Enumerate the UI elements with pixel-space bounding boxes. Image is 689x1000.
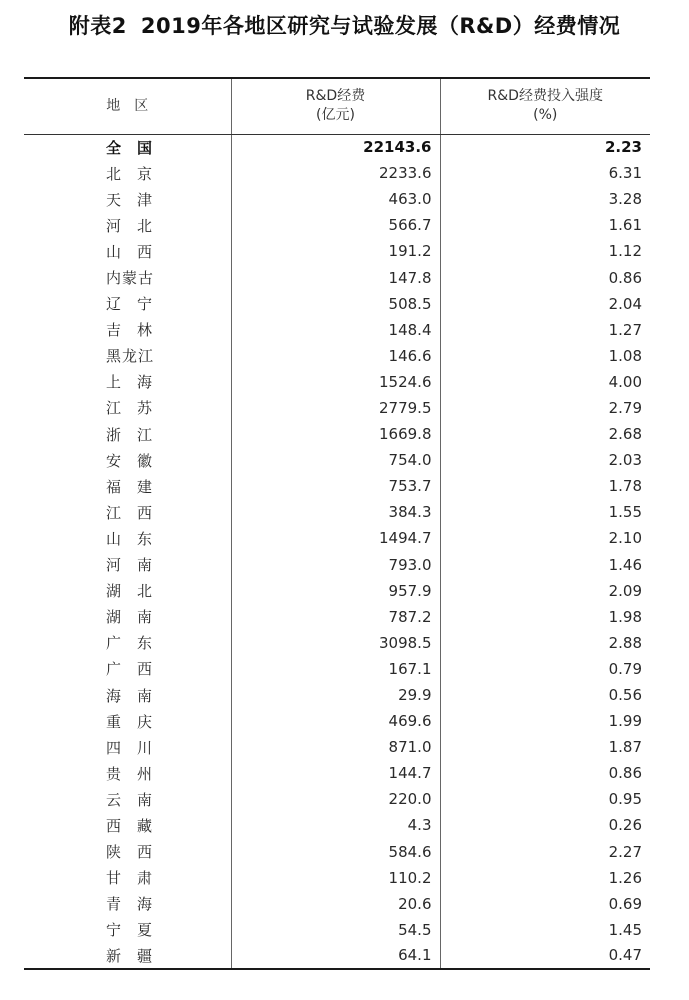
table-row (24, 343, 650, 369)
intensity-cell: 2.27 (440, 839, 650, 865)
expenditure-cell: 54.5 (231, 917, 440, 943)
region-cell (24, 760, 231, 786)
region-name: 宁 夏 (106, 921, 154, 940)
region-cell (24, 604, 231, 630)
region-name: 湖 南 (106, 608, 154, 627)
intensity-cell: 2.68 (440, 421, 650, 447)
region-cell (24, 839, 231, 865)
table-row (24, 891, 650, 917)
expenditure-cell: 754.0 (231, 447, 440, 473)
region-cell (24, 525, 231, 551)
intensity-cell: 1.78 (440, 473, 650, 499)
region-cell (24, 395, 231, 421)
table-row (24, 395, 650, 421)
table-header (24, 78, 650, 134)
expenditure-cell: 110.2 (231, 865, 440, 891)
region-name: 辽 宁 (106, 295, 154, 314)
region-name: 重 庆 (106, 712, 154, 731)
expenditure-cell: 191.2 (231, 238, 440, 264)
region-name: 西 藏 (106, 816, 154, 835)
expenditure-cell: 753.7 (231, 473, 440, 499)
table-row (24, 656, 650, 682)
intensity-cell: 3.28 (440, 186, 650, 212)
region-name: 四 川 (106, 738, 154, 757)
region-cell (24, 291, 231, 317)
region-name: 湖 北 (106, 582, 154, 601)
table-row (24, 604, 650, 630)
expenditure-cell: 167.1 (231, 656, 440, 682)
region-cell (24, 317, 231, 343)
region-name: 陕 西 (106, 843, 154, 862)
table-row (24, 734, 650, 760)
region-cell (24, 447, 231, 473)
expenditure-cell: 2779.5 (231, 395, 440, 421)
region-name: 浙 江 (106, 425, 154, 444)
region-name: 广 西 (106, 660, 154, 679)
region-cell (24, 630, 231, 656)
region-cell (24, 943, 231, 969)
table-row (24, 447, 650, 473)
expenditure-cell: 1669.8 (231, 421, 440, 447)
region-cell (24, 160, 231, 186)
expenditure-cell: 220.0 (231, 786, 440, 812)
region-cell (24, 212, 231, 238)
region-name: 贵 州 (106, 764, 154, 783)
region-name: 黑龙江 (106, 347, 155, 366)
expenditure-cell: 463.0 (231, 186, 440, 212)
region-name: 河 南 (106, 556, 154, 575)
expenditure-cell: 566.7 (231, 212, 440, 238)
region-name: 吉 林 (106, 321, 154, 340)
region-cell (24, 682, 231, 708)
table-row (24, 525, 650, 551)
table-row (24, 473, 650, 499)
region-name: 广 东 (106, 634, 154, 653)
region-name: 江 苏 (106, 399, 154, 418)
intensity-cell: 1.45 (440, 917, 650, 943)
region-name: 云 南 (106, 790, 154, 809)
region-name: 青 海 (106, 895, 154, 914)
intensity-cell: 0.69 (440, 891, 650, 917)
intensity-cell: 2.10 (440, 525, 650, 551)
intensity-cell: 2.09 (440, 578, 650, 604)
expenditure-cell: 384.3 (231, 499, 440, 525)
region-cell (24, 369, 231, 395)
region-cell (24, 134, 231, 160)
table-row (24, 865, 650, 891)
region-cell (24, 421, 231, 447)
table-row (24, 708, 650, 734)
table-row (24, 917, 650, 943)
header-row (24, 78, 650, 134)
intensity-cell: 2.88 (440, 630, 650, 656)
table-row (24, 421, 650, 447)
region-name: 北 京 (106, 164, 154, 183)
table-row (24, 369, 650, 395)
table-row (24, 839, 650, 865)
expenditure-cell: 20.6 (231, 891, 440, 917)
table-row (24, 760, 650, 786)
page-title (0, 10, 689, 40)
intensity-cell: 1.08 (440, 343, 650, 369)
intensity-cell: 2.23 (440, 134, 650, 160)
title-prefix: 附表2 (68, 14, 127, 38)
header-expenditure-unit: (亿元) (316, 107, 355, 124)
region-cell (24, 578, 231, 604)
region-name: 山 东 (106, 529, 154, 548)
expenditure-cell: 469.6 (231, 708, 440, 734)
intensity-cell: 0.56 (440, 682, 650, 708)
region-name: 海 南 (106, 686, 154, 705)
intensity-cell: 0.79 (440, 656, 650, 682)
region-cell (24, 552, 231, 578)
header-intensity (440, 78, 650, 134)
expenditure-cell: 793.0 (231, 552, 440, 578)
rd-expenditure-table (24, 77, 650, 970)
expenditure-cell: 1524.6 (231, 369, 440, 395)
expenditure-cell: 871.0 (231, 734, 440, 760)
region-cell (24, 786, 231, 812)
region-name: 新 疆 (106, 946, 154, 965)
expenditure-cell: 1494.7 (231, 525, 440, 551)
intensity-cell: 2.79 (440, 395, 650, 421)
table-body (24, 134, 650, 969)
intensity-cell: 1.87 (440, 734, 650, 760)
table-row-total (24, 134, 650, 160)
intensity-cell: 0.86 (440, 760, 650, 786)
region-cell (24, 473, 231, 499)
table-row (24, 630, 650, 656)
expenditure-cell: 584.6 (231, 839, 440, 865)
expenditure-cell: 3098.5 (231, 630, 440, 656)
region-name: 山 西 (106, 242, 154, 261)
region-cell (24, 734, 231, 760)
table-row (24, 317, 650, 343)
table-row (24, 499, 650, 525)
intensity-cell: 1.26 (440, 865, 650, 891)
intensity-cell: 0.86 (440, 264, 650, 290)
expenditure-cell: 2233.6 (231, 160, 440, 186)
region-name: 全 国 (106, 138, 154, 157)
expenditure-cell: 148.4 (231, 317, 440, 343)
region-name: 安 徽 (106, 451, 154, 470)
intensity-cell: 1.98 (440, 604, 650, 630)
region-cell (24, 343, 231, 369)
header-region-label: 地 区 (106, 97, 149, 114)
intensity-cell: 1.46 (440, 552, 650, 578)
intensity-cell: 1.27 (440, 317, 650, 343)
region-name: 上 海 (106, 373, 154, 392)
intensity-cell: 4.00 (440, 369, 650, 395)
region-cell (24, 891, 231, 917)
region-cell (24, 708, 231, 734)
table-row (24, 264, 650, 290)
table-row (24, 552, 650, 578)
title-text: 2019年各地区研究与试验发展（R&D）经费情况 (140, 14, 621, 38)
region-cell (24, 264, 231, 290)
intensity-cell: 1.55 (440, 499, 650, 525)
expenditure-cell: 787.2 (231, 604, 440, 630)
region-name: 内蒙古 (106, 269, 155, 288)
intensity-cell: 1.99 (440, 708, 650, 734)
table-row (24, 682, 650, 708)
intensity-cell: 1.61 (440, 212, 650, 238)
region-cell (24, 865, 231, 891)
expenditure-cell: 64.1 (231, 943, 440, 969)
intensity-cell: 0.95 (440, 786, 650, 812)
expenditure-cell: 146.6 (231, 343, 440, 369)
expenditure-cell: 508.5 (231, 291, 440, 317)
expenditure-cell: 144.7 (231, 760, 440, 786)
region-name: 福 建 (106, 477, 154, 496)
header-expenditure-label: R&D经费 (305, 88, 366, 105)
intensity-cell: 2.03 (440, 447, 650, 473)
region-cell (24, 812, 231, 838)
expenditure-cell: 22143.6 (231, 134, 440, 160)
table-row (24, 160, 650, 186)
header-intensity-unit: (%) (533, 107, 558, 124)
table-row (24, 238, 650, 264)
region-name: 甘 肃 (106, 869, 154, 888)
expenditure-cell: 29.9 (231, 682, 440, 708)
table-row (24, 291, 650, 317)
header-intensity-label: R&D经费投入强度 (487, 88, 603, 105)
region-cell (24, 186, 231, 212)
table-row (24, 578, 650, 604)
header-region (24, 78, 231, 134)
region-name: 河 北 (106, 216, 154, 235)
expenditure-cell: 147.8 (231, 264, 440, 290)
region-cell (24, 917, 231, 943)
header-expenditure (231, 78, 440, 134)
region-name: 天 津 (106, 190, 154, 209)
table-row (24, 812, 650, 838)
table-row (24, 943, 650, 969)
expenditure-cell: 957.9 (231, 578, 440, 604)
region-cell (24, 499, 231, 525)
table-row (24, 186, 650, 212)
intensity-cell: 0.26 (440, 812, 650, 838)
region-name: 江 西 (106, 503, 154, 522)
region-cell (24, 656, 231, 682)
expenditure-cell: 4.3 (231, 812, 440, 838)
intensity-cell: 0.47 (440, 943, 650, 969)
table-row (24, 786, 650, 812)
table-row (24, 212, 650, 238)
region-cell (24, 238, 231, 264)
intensity-cell: 2.04 (440, 291, 650, 317)
intensity-cell: 6.31 (440, 160, 650, 186)
intensity-cell: 1.12 (440, 238, 650, 264)
